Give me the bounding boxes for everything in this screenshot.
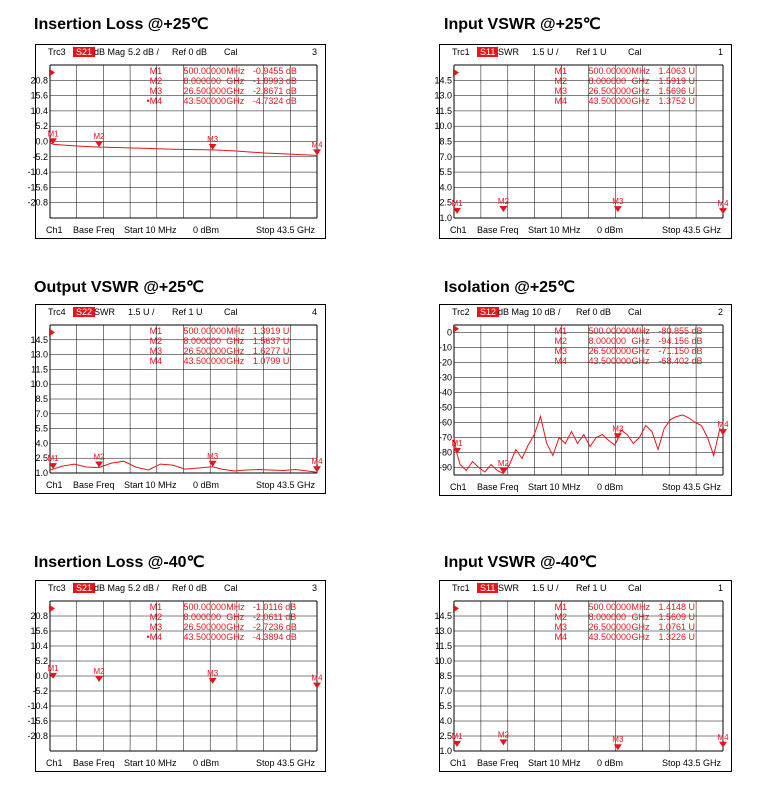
start-frequency-label: Start 10 MHz bbox=[124, 480, 177, 490]
y-tick-label: 1.0 bbox=[439, 213, 452, 223]
marker-label: M3 bbox=[207, 134, 219, 144]
marker-readout-name: M3 bbox=[554, 622, 567, 632]
marker-readout-frequency: 500.00000 bbox=[183, 602, 227, 612]
y-tick-label: 14.5 bbox=[434, 611, 452, 621]
format-label: SWR bbox=[94, 307, 115, 317]
reference-label: Ref 1 U bbox=[576, 583, 607, 593]
marker-readout-name: M4 bbox=[149, 356, 163, 366]
channel-number-label: 4 bbox=[311, 307, 317, 317]
marker-readout-value: 1.6277 U bbox=[252, 346, 290, 356]
marker-readout-unit: GHz bbox=[226, 632, 245, 642]
format-label: dB Mag bbox=[94, 583, 126, 593]
marker-label: M2 bbox=[497, 730, 509, 740]
marker-readout-value: 1.3226 U bbox=[658, 632, 695, 642]
marker-readout-unit: GHz bbox=[631, 632, 650, 642]
marker-readout-unit: GHz bbox=[226, 356, 245, 366]
marker-triangle bbox=[614, 744, 622, 750]
trace-plot bbox=[27, 581, 325, 771]
trace-id-label: Trc3 bbox=[48, 583, 66, 593]
marker-readout-frequency: 500.00000 bbox=[588, 326, 632, 336]
power-label: 0 dBm bbox=[193, 225, 220, 235]
sparam-chip: S22 bbox=[73, 307, 95, 317]
marker-triangle bbox=[499, 206, 507, 212]
sweep-mode-label: Base Freq bbox=[477, 758, 519, 768]
marker-readout-unit: GHz bbox=[226, 612, 245, 622]
vna-panel-insertion-loss-m40 bbox=[27, 580, 326, 772]
trace-plot bbox=[27, 45, 325, 238]
marker-readout-name: M2 bbox=[149, 336, 163, 346]
channel-number-label: 3 bbox=[311, 583, 317, 593]
y-tick-label: 15.6 bbox=[30, 626, 48, 636]
channel-label: Ch1 bbox=[450, 225, 467, 235]
marker-readout-frequency: 26.500000 bbox=[183, 346, 227, 356]
y-tick-label: 2.5 bbox=[439, 731, 452, 741]
marker-triangle bbox=[209, 678, 217, 684]
channel-number-label: 3 bbox=[311, 47, 317, 57]
panel-title-input-vswr-25: Input VSWR @+25℃ bbox=[444, 16, 601, 33]
marker-label: M2 bbox=[93, 132, 105, 142]
marker-readout-frequency: 8.000000 bbox=[588, 76, 627, 86]
reference-level-arrow bbox=[453, 605, 459, 613]
y-tick-label: -40 bbox=[438, 387, 452, 398]
marker-readout-unit: GHz bbox=[631, 356, 650, 366]
y-tick-label: 14.5 bbox=[30, 334, 48, 345]
marker-readout-name: M4 bbox=[554, 356, 567, 366]
scale-label: 10 dB / bbox=[532, 307, 561, 317]
marker-readout-unit: GHz bbox=[631, 622, 650, 632]
marker-readout-value: -94.156 dB bbox=[658, 336, 703, 346]
power-label: 0 dBm bbox=[597, 225, 624, 235]
y-tick-label: 10.4 bbox=[30, 105, 48, 116]
stop-frequency-label: Stop 43.5 GHz bbox=[255, 480, 315, 490]
reference-label: Ref 0 dB bbox=[172, 583, 208, 593]
marker-readout-frequency: 500.00000 bbox=[183, 66, 227, 76]
marker-readout-value: 1.0799 U bbox=[252, 356, 290, 366]
marker-readout-name: M3 bbox=[149, 86, 163, 96]
marker-triangle bbox=[313, 466, 321, 472]
marker-readout-value: 1.5637 U bbox=[252, 336, 290, 346]
channel-label: Ch1 bbox=[46, 758, 63, 768]
marker-readout-value: -68.402 dB bbox=[658, 356, 703, 366]
marker-readout-value: -2.0611 dB bbox=[252, 612, 297, 622]
marker-readout-value: -4.3894 dB bbox=[252, 632, 297, 642]
y-tick-label: 4.0 bbox=[439, 716, 452, 726]
y-tick-label: -30 bbox=[438, 372, 452, 383]
scale-label: 1.5 U / bbox=[532, 583, 559, 593]
marker-label: M4 bbox=[717, 199, 729, 209]
y-tick-label: -50 bbox=[438, 402, 452, 413]
channel-label: Ch1 bbox=[450, 482, 467, 492]
marker-readout-unit: GHz bbox=[631, 96, 650, 106]
marker-readout-name: M1 bbox=[149, 66, 163, 76]
marker-label: M4 bbox=[717, 420, 729, 430]
channel-number-label: 1 bbox=[717, 583, 723, 593]
trace-id-label: Trc2 bbox=[452, 307, 470, 317]
marker-readout-unit: MHz bbox=[226, 326, 245, 336]
marker-readout-frequency: 500.00000 bbox=[588, 602, 632, 612]
marker-readout-frequency: 26.500000 bbox=[183, 86, 227, 96]
marker-readout-name: M2 bbox=[149, 76, 163, 86]
y-tick-label: -20 bbox=[438, 357, 452, 368]
panel-title-insertion-loss-25: Insertion Loss @+25℃ bbox=[34, 16, 209, 33]
marker-readout-value: -1.0116 dB bbox=[252, 602, 297, 612]
cal-label: Cal bbox=[628, 307, 642, 317]
trace-plot bbox=[440, 305, 731, 495]
marker-readout-name: M2 bbox=[554, 336, 567, 346]
marker-readout-name: M1 bbox=[149, 602, 163, 612]
y-tick-label: 13.0 bbox=[434, 626, 452, 636]
channel-label: Ch1 bbox=[46, 480, 63, 490]
marker-readout-name: M2 bbox=[149, 612, 163, 622]
sweep-mode-label: Base Freq bbox=[73, 225, 115, 235]
y-tick-label: 4.0 bbox=[439, 182, 452, 193]
marker-readout-unit: GHz bbox=[226, 96, 245, 106]
marker-readout-name: M3 bbox=[554, 86, 567, 96]
marker-readout-frequency: 8.000000 bbox=[588, 336, 627, 346]
marker-readout-frequency: 500.00000 bbox=[183, 326, 227, 336]
y-tick-label: 11.5 bbox=[435, 105, 452, 116]
y-tick-label: 1.0 bbox=[439, 746, 452, 756]
y-tick-label: 2.5 bbox=[35, 453, 48, 464]
scale-label: 1.5 U / bbox=[532, 47, 559, 57]
vna-panel-output-vswr-25 bbox=[30, 304, 326, 494]
power-label: 0 dBm bbox=[597, 482, 624, 492]
cal-label: Cal bbox=[628, 47, 642, 57]
marker-readout-value: -71.150 dB bbox=[658, 346, 703, 356]
marker-readout-name: M2 bbox=[554, 76, 567, 86]
marker-label: M1 bbox=[451, 438, 463, 448]
marker-readout-value: -1.8993 dB bbox=[252, 76, 297, 86]
marker-triangle bbox=[614, 433, 622, 439]
y-tick-label: -5.2 bbox=[32, 686, 48, 696]
marker-readout-value: -2.8671 dB bbox=[252, 86, 297, 96]
marker-triangle bbox=[614, 206, 622, 212]
marker-readout-frequency: 43.500000 bbox=[183, 96, 227, 106]
marker-readout-frequency: 8.000000 bbox=[183, 76, 222, 86]
marker-readout-value: 1.0761 U bbox=[658, 622, 695, 632]
channel-label: Ch1 bbox=[46, 225, 63, 235]
y-tick-label: -15.6 bbox=[27, 716, 48, 726]
marker-readout-frequency: 500.00000 bbox=[588, 66, 632, 76]
marker-readout-value: 1.4148 U bbox=[658, 602, 695, 612]
trace-plot bbox=[434, 45, 731, 238]
channel-label: Ch1 bbox=[450, 758, 467, 768]
marker-readout-unit: GHz bbox=[226, 76, 245, 86]
marker-readout-frequency: 43.500000 bbox=[588, 356, 632, 366]
y-tick-label: 2.5 bbox=[439, 197, 452, 208]
y-tick-label: 13.0 bbox=[434, 90, 452, 101]
vna-panel-input-vswr-m40 bbox=[434, 580, 732, 772]
cal-label: Cal bbox=[224, 47, 238, 57]
vna-panel-isolation-25 bbox=[439, 304, 732, 496]
y-tick-label: 10.0 bbox=[30, 379, 48, 390]
marker-readout-frequency: 8.000000 bbox=[588, 612, 627, 622]
marker-readout-name: •M4 bbox=[146, 632, 163, 642]
marker-triangle bbox=[313, 683, 321, 689]
stop-frequency-label: Stop 43.5 GHz bbox=[661, 758, 721, 768]
marker-readout-name: M3 bbox=[149, 622, 163, 632]
format-label: dB Mag bbox=[94, 47, 126, 57]
trace-id-label: Trc1 bbox=[452, 583, 470, 593]
y-tick-label: -70 bbox=[438, 432, 452, 443]
marker-readout-frequency: 43.500000 bbox=[588, 96, 632, 106]
y-tick-label: 4.0 bbox=[35, 438, 48, 449]
y-tick-label: 8.5 bbox=[35, 394, 48, 404]
marker-triangle bbox=[499, 739, 507, 745]
marker-label: M3 bbox=[612, 424, 624, 434]
sparam-chip: S12 bbox=[477, 307, 499, 317]
channel-number-label: 2 bbox=[717, 307, 723, 317]
marker-readout-unit: MHz bbox=[226, 602, 245, 612]
y-tick-label: 0 bbox=[446, 327, 452, 338]
marker-readout-name: M2 bbox=[554, 612, 567, 622]
start-frequency-label: Start 10 MHz bbox=[124, 225, 177, 235]
marker-triangle bbox=[95, 141, 103, 147]
marker-label: M3 bbox=[207, 451, 219, 461]
marker-readout-unit: GHz bbox=[631, 86, 650, 96]
stop-frequency-label: Stop 43.5 GHz bbox=[661, 225, 721, 235]
y-tick-label: 11.5 bbox=[435, 641, 452, 651]
y-tick-label: -15.6 bbox=[27, 182, 48, 193]
marker-label: M4 bbox=[311, 457, 323, 467]
y-tick-label: 0.0 bbox=[35, 136, 48, 147]
reference-level-arrow bbox=[49, 328, 55, 336]
marker-label: M1 bbox=[451, 731, 463, 741]
y-tick-label: 8.5 bbox=[439, 136, 452, 147]
marker-label: M1 bbox=[451, 198, 463, 208]
panel-title-insertion-loss-m40: Insertion Loss @-40℃ bbox=[34, 554, 205, 571]
marker-label: M3 bbox=[612, 735, 624, 745]
marker-readout-unit: GHz bbox=[226, 622, 245, 632]
scale-label: 5.2 dB / bbox=[128, 583, 160, 593]
marker-label: M1 bbox=[47, 663, 59, 673]
marker-label: M3 bbox=[612, 197, 624, 207]
marker-readout-unit: GHz bbox=[631, 612, 650, 622]
y-tick-label: 5.5 bbox=[439, 167, 452, 178]
marker-triangle bbox=[719, 208, 727, 214]
marker-readout-unit: MHz bbox=[631, 66, 651, 76]
vna-panel-insertion-loss-25 bbox=[27, 44, 326, 239]
marker-readout-name: M3 bbox=[149, 346, 163, 356]
y-tick-label: 5.5 bbox=[35, 423, 48, 434]
marker-label: M3 bbox=[207, 668, 219, 678]
y-tick-label: -20.8 bbox=[27, 197, 48, 208]
y-tick-label: -10 bbox=[438, 342, 452, 353]
format-label: dB Mag bbox=[498, 307, 530, 317]
marker-readout-value: -2.7236 dB bbox=[252, 622, 297, 632]
y-tick-label: 14.5 bbox=[434, 75, 452, 86]
reference-level-arrow bbox=[453, 325, 459, 333]
marker-readout-frequency: 43.500000 bbox=[183, 356, 227, 366]
marker-label: M2 bbox=[93, 452, 105, 462]
marker-readout-frequency: 8.000000 bbox=[183, 612, 222, 622]
y-tick-label: 5.2 bbox=[35, 656, 48, 666]
y-tick-label: -60 bbox=[438, 417, 452, 428]
panel-title-output-vswr-25: Output VSWR @+25℃ bbox=[34, 279, 205, 296]
marker-readout-value: 1.5609 U bbox=[658, 612, 695, 622]
y-tick-label: 11.5 bbox=[31, 364, 48, 375]
y-tick-label: -10.4 bbox=[27, 701, 48, 711]
reference-level-arrow bbox=[49, 605, 55, 613]
y-tick-label: -5.2 bbox=[32, 151, 48, 162]
channel-number-label: 1 bbox=[717, 47, 723, 57]
reference-label: Ref 1 U bbox=[576, 47, 607, 57]
sparam-chip: S11 bbox=[477, 47, 498, 57]
y-tick-label: 10.4 bbox=[30, 641, 48, 651]
marker-readout-frequency: 26.500000 bbox=[183, 622, 227, 632]
marker-readout-name: M1 bbox=[149, 326, 163, 336]
marker-readout-unit: GHz bbox=[631, 346, 650, 356]
y-tick-label: 10.0 bbox=[434, 121, 452, 132]
stop-frequency-label: Stop 43.5 GHz bbox=[661, 482, 721, 492]
start-frequency-label: Start 10 MHz bbox=[528, 225, 581, 235]
y-tick-label: 1.0 bbox=[35, 468, 48, 478]
y-tick-label: 8.5 bbox=[439, 671, 452, 681]
marker-readout-unit: GHz bbox=[631, 336, 650, 346]
sweep-mode-label: Base Freq bbox=[73, 758, 115, 768]
marker-readout-unit: MHz bbox=[631, 602, 651, 612]
marker-label: M4 bbox=[717, 732, 729, 742]
marker-triangle bbox=[499, 468, 507, 474]
y-tick-label: 7.0 bbox=[439, 151, 452, 162]
reference-label: Ref 0 dB bbox=[576, 307, 612, 317]
y-tick-label: -90 bbox=[438, 462, 452, 473]
sparam-chip: S11 bbox=[477, 583, 498, 593]
y-tick-label: 5.5 bbox=[439, 701, 452, 711]
y-tick-label: -20.8 bbox=[27, 731, 48, 741]
reference-level-arrow bbox=[453, 69, 459, 77]
marker-readout-unit: MHz bbox=[631, 326, 651, 336]
y-tick-label: 5.2 bbox=[35, 121, 48, 132]
cal-label: Cal bbox=[224, 307, 238, 317]
marker-label: M4 bbox=[311, 140, 323, 150]
marker-readout-frequency: 43.500000 bbox=[183, 632, 227, 642]
marker-readout-name: M1 bbox=[554, 326, 567, 336]
marker-triangle bbox=[719, 742, 727, 748]
cal-label: Cal bbox=[224, 583, 238, 593]
scale-label: 5.2 dB / bbox=[128, 47, 160, 57]
format-label: SWR bbox=[498, 47, 519, 57]
y-tick-label: 7.0 bbox=[439, 686, 452, 696]
marker-readout-frequency: 26.500000 bbox=[588, 346, 632, 356]
sweep-mode-label: Base Freq bbox=[73, 480, 115, 490]
sweep-mode-label: Base Freq bbox=[477, 225, 519, 235]
marker-readout-frequency: 8.000000 bbox=[183, 336, 222, 346]
marker-label: M1 bbox=[47, 454, 59, 464]
y-tick-label: 0.0 bbox=[35, 671, 48, 681]
marker-readout-frequency: 43.500000 bbox=[588, 632, 632, 642]
marker-readout-value: 1.3752 U bbox=[658, 96, 695, 106]
marker-triangle bbox=[719, 429, 727, 435]
marker-label: M2 bbox=[497, 196, 509, 206]
marker-triangle bbox=[209, 144, 217, 150]
marker-readout-value: 1.4063 U bbox=[658, 66, 695, 76]
start-frequency-label: Start 10 MHz bbox=[124, 758, 177, 768]
power-label: 0 dBm bbox=[193, 480, 220, 490]
marker-readout-name: •M4 bbox=[146, 96, 163, 106]
marker-label: M2 bbox=[497, 458, 509, 468]
marker-readout-unit: MHz bbox=[226, 66, 245, 76]
marker-triangle bbox=[95, 676, 103, 682]
marker-readout-name: M1 bbox=[554, 66, 567, 76]
power-label: 0 dBm bbox=[193, 758, 220, 768]
reference-level-arrow bbox=[49, 69, 55, 77]
format-label: SWR bbox=[498, 583, 519, 593]
panel-title-input-vswr-m40: Input VSWR @-40℃ bbox=[444, 554, 597, 571]
reference-label: Ref 1 U bbox=[172, 307, 203, 317]
sweep-mode-label: Base Freq bbox=[477, 482, 519, 492]
marker-label: M1 bbox=[47, 129, 59, 139]
y-tick-label: 13.0 bbox=[30, 349, 48, 360]
y-tick-label: 10.0 bbox=[434, 656, 452, 666]
vna-panel-input-vswr-25 bbox=[434, 44, 732, 239]
trace-id-label: Trc4 bbox=[48, 307, 66, 317]
trace-id-label: Trc3 bbox=[48, 47, 66, 57]
marker-readout-unit: GHz bbox=[226, 336, 245, 346]
start-frequency-label: Start 10 MHz bbox=[528, 758, 581, 768]
marker-triangle bbox=[313, 149, 321, 155]
marker-readout-unit: GHz bbox=[226, 346, 245, 356]
y-tick-label: 20.8 bbox=[30, 611, 48, 621]
trace-plot bbox=[30, 305, 325, 493]
start-frequency-label: Start 10 MHz bbox=[528, 482, 581, 492]
y-tick-label: 20.8 bbox=[30, 75, 48, 86]
marker-readout-frequency: 26.500000 bbox=[588, 622, 632, 632]
marker-readout-value: 1.5696 U bbox=[658, 86, 695, 96]
marker-readout-value: -80.855 dB bbox=[658, 326, 703, 336]
reference-label: Ref 0 dB bbox=[172, 47, 208, 57]
marker-readout-name: M4 bbox=[554, 96, 567, 106]
marker-readout-value: 1.5919 U bbox=[658, 76, 695, 86]
y-tick-label: -10.4 bbox=[27, 167, 48, 178]
panel-title-isolation-25: Isolation @+25℃ bbox=[444, 279, 575, 296]
trace-plot bbox=[434, 581, 731, 771]
cal-label: Cal bbox=[628, 583, 642, 593]
stop-frequency-label: Stop 43.5 GHz bbox=[255, 758, 315, 768]
y-tick-label: -80 bbox=[438, 447, 452, 458]
marker-label: M4 bbox=[311, 673, 323, 683]
y-tick-label: 7.0 bbox=[35, 408, 48, 419]
stop-frequency-label: Stop 43.5 GHz bbox=[255, 225, 315, 235]
sparam-chip: S21 bbox=[73, 583, 95, 593]
y-tick-label: 15.6 bbox=[30, 90, 48, 101]
marker-readout-name: M3 bbox=[554, 346, 567, 356]
marker-readout-value: -4.7324 dB bbox=[252, 96, 297, 106]
trace-id-label: Trc1 bbox=[452, 47, 470, 57]
sparam-chip: S21 bbox=[73, 47, 95, 57]
power-label: 0 dBm bbox=[597, 758, 624, 768]
marker-label: M2 bbox=[93, 666, 105, 676]
marker-readout-value: 1.3919 U bbox=[252, 326, 290, 336]
marker-readout-name: M1 bbox=[554, 602, 567, 612]
marker-readout-name: M4 bbox=[554, 632, 567, 642]
scale-label: 1.5 U / bbox=[128, 307, 155, 317]
marker-readout-frequency: 26.500000 bbox=[588, 86, 632, 96]
marker-readout-unit: GHz bbox=[226, 86, 245, 96]
marker-triangle bbox=[209, 461, 217, 467]
marker-readout-unit: GHz bbox=[631, 76, 650, 86]
marker-readout-value: -0.9455 dB bbox=[252, 66, 297, 76]
